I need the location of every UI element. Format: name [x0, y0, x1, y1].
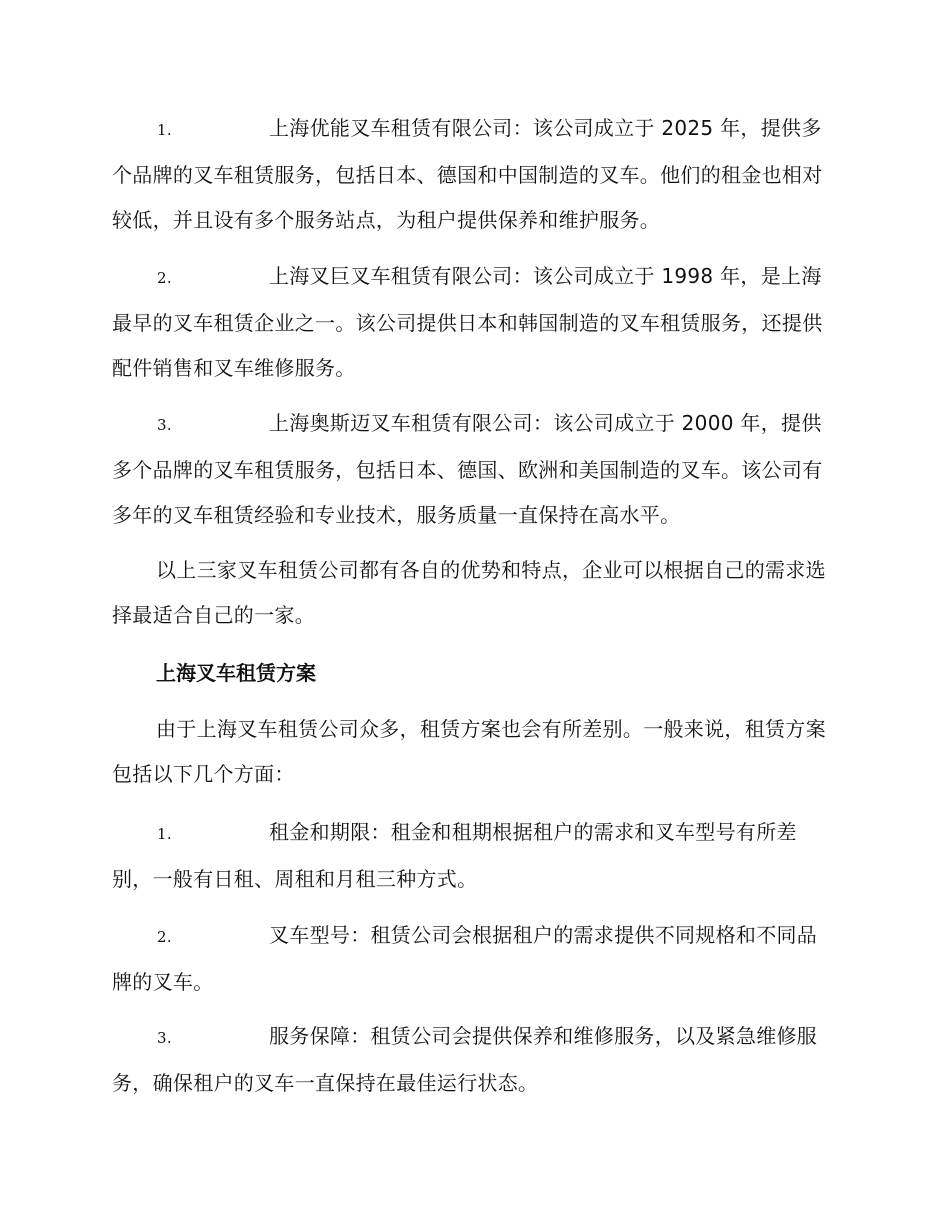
- company-text: 上海叉巨叉车租赁有限公司：该公司成立于 1998 年，是上海最早的叉车租赁企业之一。该公司提供日本和韩国制造的叉车租赁服务，还提供配件销售和叉车维修服务。: [112, 264, 823, 380]
- intro-paragraph: 由于上海叉车租赁公司众多，租赁方案也会有所差别。一般来说，租赁方案包括以下几个方面：: [112, 717, 826, 786]
- plan-text: 租金和期限：租金和租期根据租户的需求和叉车型号有所差别，一般有日租、周租和月租三种方式。: [112, 820, 797, 891]
- company-text: 上海优能叉车租赁有限公司：该公司成立于 2025 年，提供多个品牌的叉车租赁服务，包括日本、德国和中国制造的叉车。他们的租金也相对较低，并且设有多个服务站点，为租户提供保养和维护服务。: [112, 116, 823, 232]
- plan-text: 服务保障：租赁公司会提供保养和维修服务，以及紧急维修服务，确保租户的叉车一直保持在最佳运行状态。: [112, 1024, 818, 1095]
- company-item-2: [112, 254, 832, 391]
- list-number: 3.: [157, 1029, 172, 1047]
- list-number: 1.: [157, 121, 172, 139]
- list-number: 1.: [157, 825, 172, 843]
- list-number: 2.: [157, 928, 172, 946]
- list-number: 3.: [157, 416, 172, 434]
- company-item-3: [112, 401, 832, 538]
- plan-item-3: [112, 1014, 832, 1106]
- list-number: 2.: [157, 269, 172, 287]
- plan-text: 叉车型号：租赁公司会根据租户的需求提供不同规格和不同品牌的叉车。: [112, 923, 818, 994]
- company-text: 上海奥斯迈叉车租赁有限公司：该公司成立于 2000 年，提供多个品牌的叉车租赁服务，包括日本、德国、欧洲和美国制造的叉车。该公司有多年的叉车租赁经验和专业技术，服务质量一直保持在高水平。: [112, 411, 823, 527]
- section-heading: 上海叉车租赁方案: [156, 661, 316, 685]
- summary-paragraph: 以上三家叉车租赁公司都有各自的优势和特点，企业可以根据自己的需求选择最适合自己的一家。: [112, 558, 826, 627]
- plan-item-1: [112, 810, 832, 902]
- plan-item-2: [112, 913, 832, 1005]
- company-item-1: [112, 106, 832, 243]
